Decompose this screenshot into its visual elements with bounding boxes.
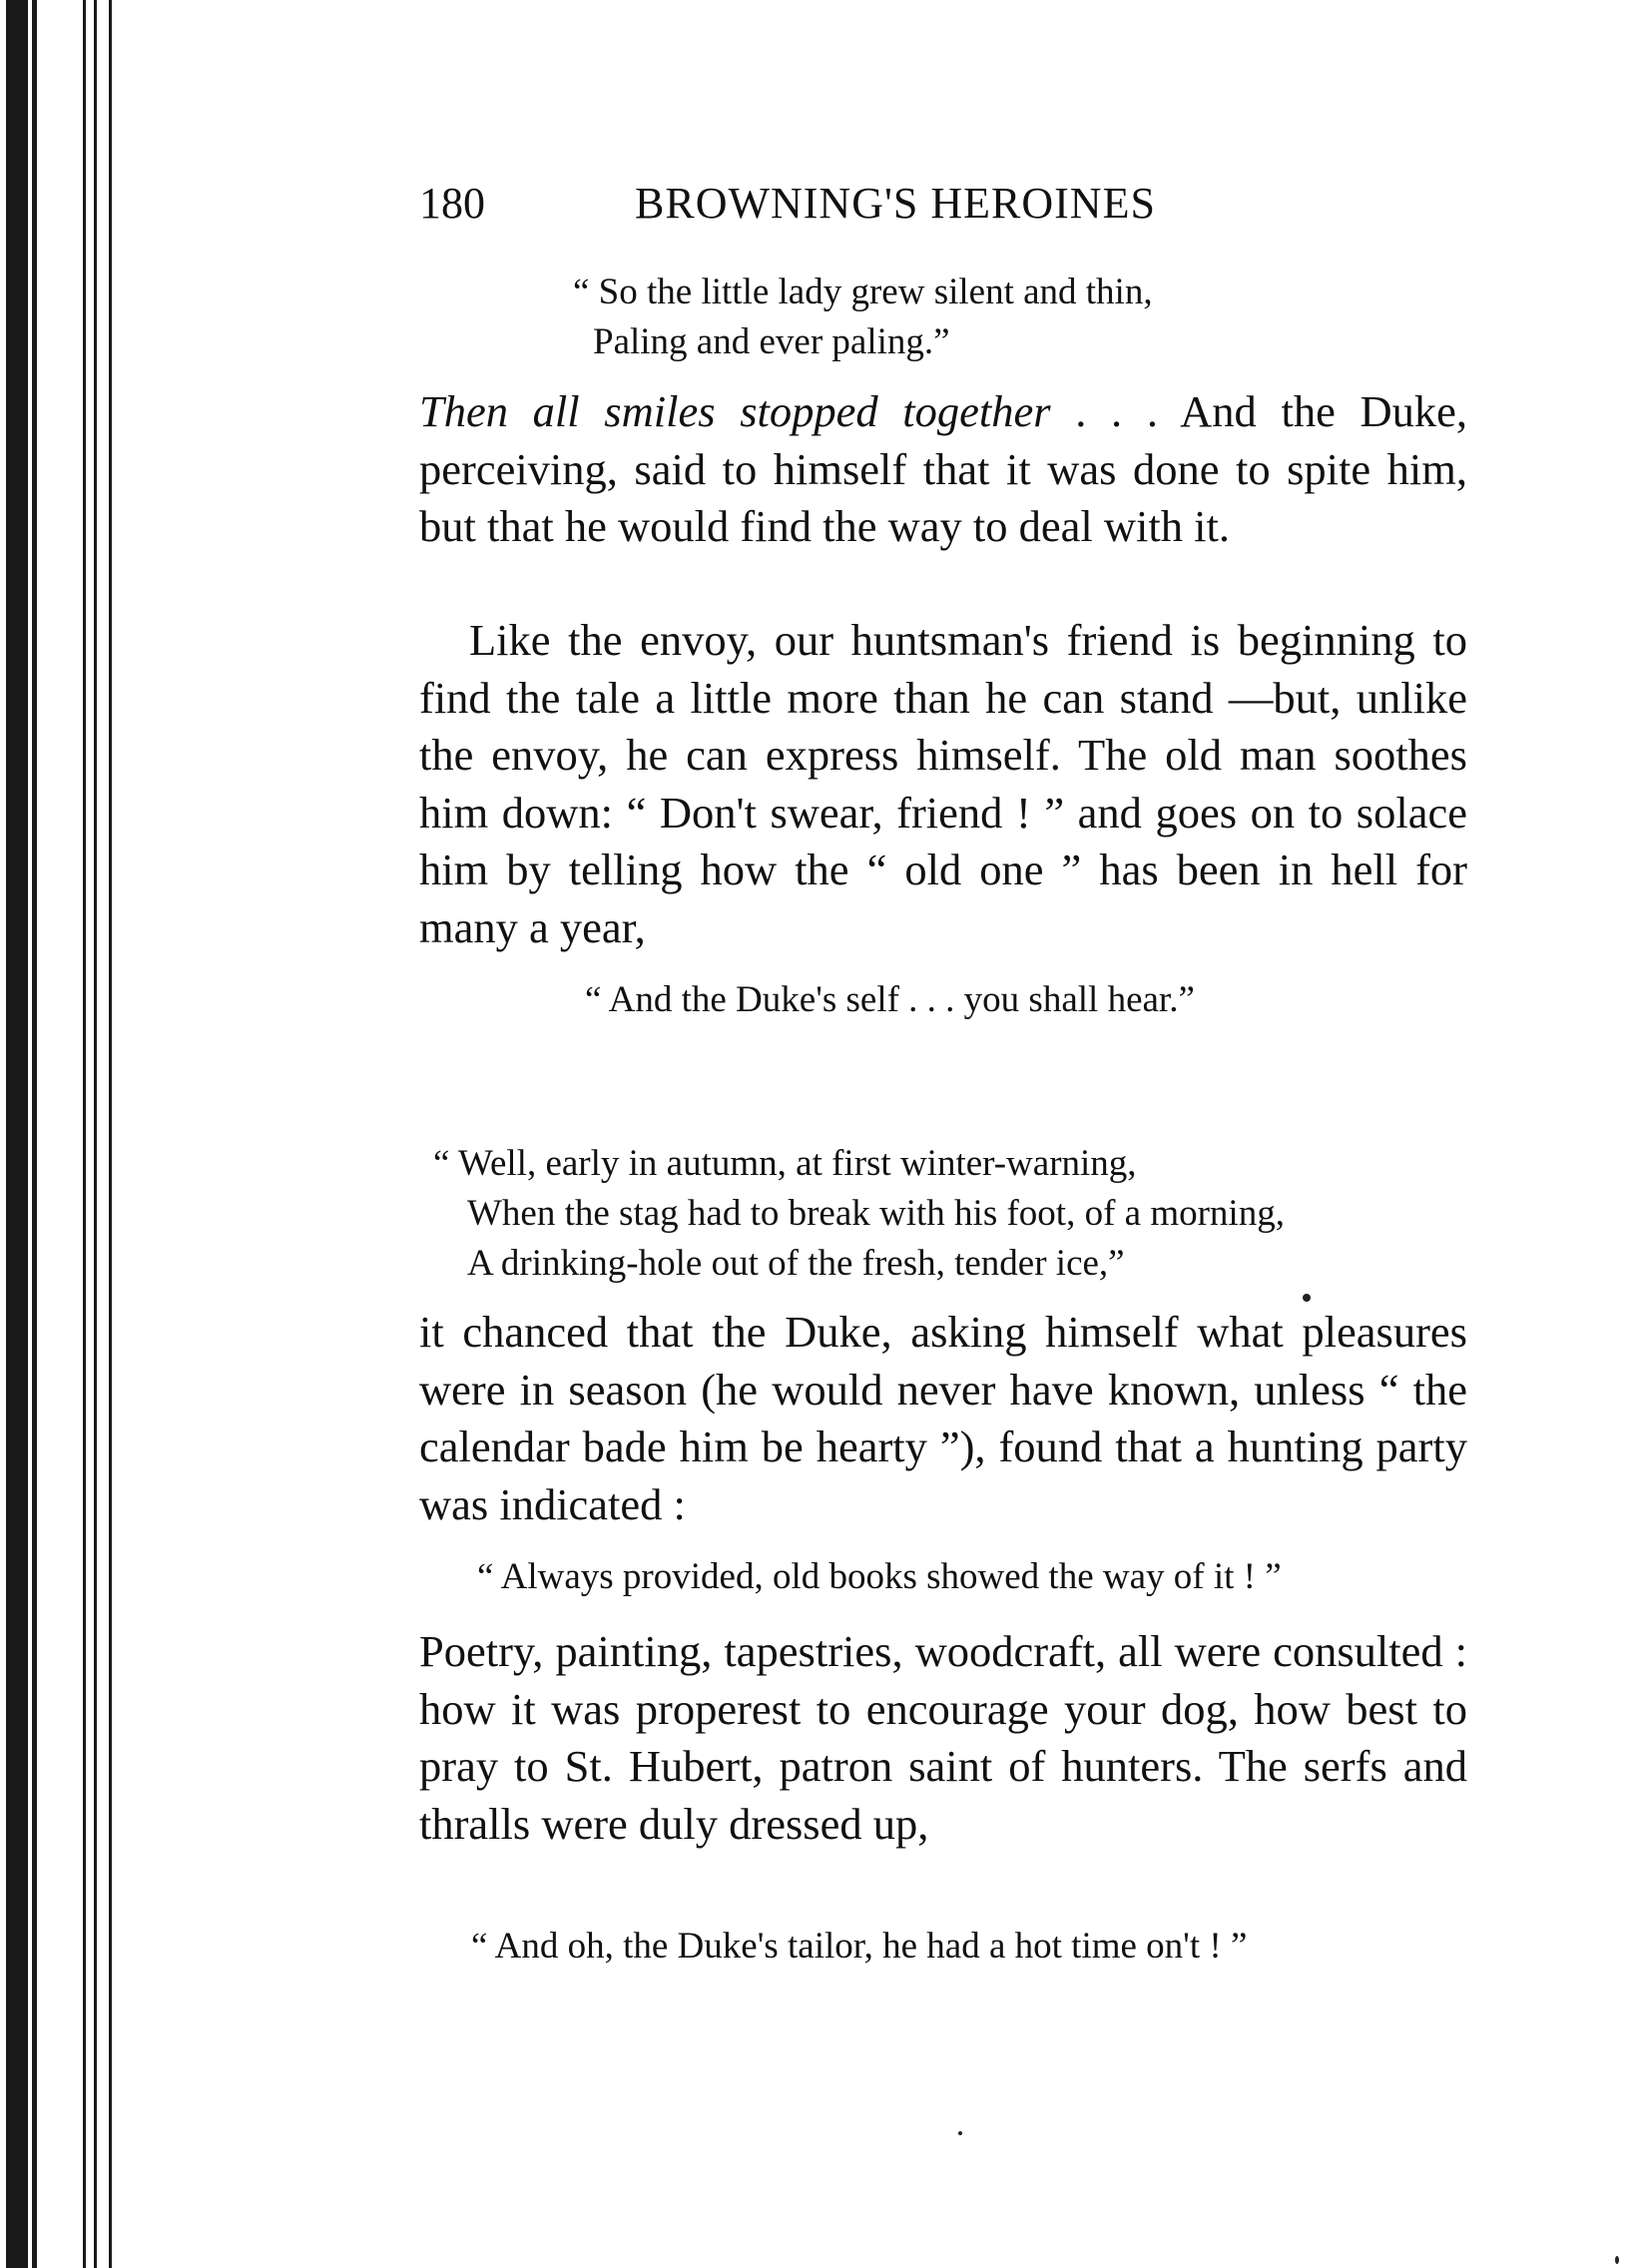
verse-line: When the stag had to break with his foot, of a morning, bbox=[467, 1193, 1285, 1234]
verse-line: “ And the Duke's self . . . you shall hear.” bbox=[585, 979, 1195, 1020]
verse-quotation-5 bbox=[471, 1922, 1247, 1972]
scan-speck bbox=[1303, 1294, 1311, 1302]
paragraph-1 bbox=[419, 383, 1467, 556]
page-number: 180 bbox=[419, 179, 485, 228]
verse-quotation-1 bbox=[573, 268, 1153, 367]
verse-line: “ Always provided, old books showed the way of it ! ” bbox=[477, 1556, 1282, 1597]
running-title: BROWNING'S HEROINES bbox=[635, 179, 1156, 228]
italic-quotation: Then all smiles stopped together bbox=[419, 386, 1051, 436]
verse-line: “ So the little lady grew silent and thin, bbox=[573, 272, 1153, 312]
paragraph-2: Like the envoy, our huntsman's friend is beginning to find the tale a little more than he can stand —but, unlike the envoy, he can express himself. The old man soothes him down: “ Don't swear, friend ! ” and goes on to solace him by telling how the “ old one ” has been in hell for many a year, bbox=[419, 615, 1467, 952]
paragraph-3: it chanced that the Duke, asking himself what pleasures were in season (he would never have known, unless “ the calendar bade him be hearty ”), found that a hunting party was indicated : bbox=[419, 1307, 1467, 1529]
verse-line: “ Well, early in autumn, at first winter-warning, bbox=[433, 1143, 1137, 1184]
verse-line: A drinking-hole out of the fresh, tender ice,” bbox=[467, 1243, 1125, 1284]
running-header bbox=[419, 178, 1258, 238]
verse-quotation-3 bbox=[433, 1139, 1285, 1289]
verse-quotation-4 bbox=[477, 1552, 1282, 1602]
verse-line: “ And oh, the Duke's tailor, he had a hot time on't ! ” bbox=[471, 1926, 1248, 1967]
scan-speck bbox=[1615, 2256, 1619, 2264]
scan-speck bbox=[958, 2131, 962, 2135]
verse-quotation-2 bbox=[585, 975, 1195, 1025]
verse-line: Paling and ever paling.” bbox=[593, 321, 950, 362]
page-binding-edge bbox=[0, 0, 120, 2268]
paragraph-text: . . . And the Duke, perceiving, said to himself that it was done to spite him, but that he would find the way to deal with it. bbox=[419, 386, 1467, 551]
paragraph-4: Poetry, painting, tapestries, woodcraft, all were consulted : how it was properest to encourage your dog, how best to pray to St. Hubert, patron saint of hunters. The serfs and thralls were duly dressed up, bbox=[419, 1626, 1467, 1849]
